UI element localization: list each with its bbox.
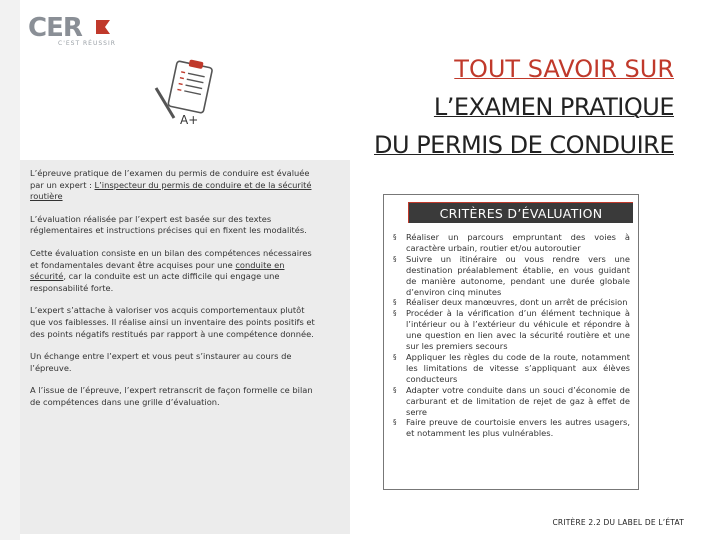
title-line-3: DU PERMIS DE CONDUIRE <box>374 131 674 159</box>
label-reference: CRITÈRE 2.2 DU LABEL DE L’ÉTAT <box>552 518 684 527</box>
criteria-item-text: Adapter votre conduite dans un souci d’économie de carburant et de limitation de rejet de gaz à effet de serre <box>406 384 630 417</box>
criteria-list <box>392 232 630 439</box>
paragraph-valorisation: L’expert s’attache à valoriser vos acquis comportementaux plutôt que vos faiblesses. Il réalise ainsi un inventaire des points positifs et des points négatifs restitués par rapport à une compétence donnée. <box>30 305 315 339</box>
inspector-link: L’inspecteur du permis de conduire et de la sécurité routière <box>30 179 312 202</box>
bullet-icon: § <box>393 254 397 263</box>
logo-flag-icon <box>94 18 114 36</box>
left-margin-strip <box>0 0 20 540</box>
criteria-item-text: Suivre un itinéraire ou vous rendre vers une destination préalablement établie, en vous guidant de manière autonome, pendant une durée globale d’environ cinq minutes <box>406 253 630 297</box>
criteria-item-text: Réaliser deux manœuvres, dont un arrêt de précision <box>406 297 628 308</box>
logo-tagline: C'EST RÉUSSIR <box>58 40 116 47</box>
bullet-icon: § <box>393 309 397 318</box>
paragraph-grid: A l’issue de l’épreuve, l’expert retranscrit de façon formelle ce bilan de compétences dans une grille d’évaluation. <box>30 385 313 407</box>
bullet-icon: § <box>393 352 397 361</box>
bullet-icon: § <box>393 385 397 394</box>
left-info-text <box>30 168 318 420</box>
paragraph-exchange: Un échange entre l’expert et vous peut s’instaurer au cours de l’épreuve. <box>30 351 292 373</box>
criteria-item <box>392 352 630 385</box>
paragraph-competences <box>30 248 318 294</box>
bullet-icon: § <box>393 233 397 241</box>
bullet-icon: § <box>393 418 397 427</box>
safe-driving-link: conduite en sécurité <box>30 259 285 282</box>
paragraph-expert <box>30 168 318 203</box>
criteria-item <box>392 254 630 298</box>
criteria-header: CRITÈRES D’ÉVALUATION <box>408 202 633 223</box>
criteria-item <box>392 232 630 254</box>
clipboard-grade-icon <box>150 58 220 130</box>
criteria-item <box>392 308 630 352</box>
criteria-item-text: Réaliser un parcours empruntant des voies à caractère urbain, routier et/ou autoroutier <box>406 232 630 253</box>
paragraph-competences-text: Cette évaluation consiste en un bilan des compétences nécessaires et fondamentales devant être acquises pour une <box>30 247 312 270</box>
criteria-item-text: Faire preuve de courtoisie envers les autres usagers, et notamment les plus vulnérables. <box>406 417 630 439</box>
paragraph-expert-text: L’épreuve pratique de l’examen du permis de conduire est évaluée par un expert : <box>30 168 310 190</box>
title-line-1: TOUT SAVOIR SUR <box>454 55 674 83</box>
criteria-item <box>392 297 630 308</box>
bullet-icon: § <box>393 298 397 307</box>
title-line-2: L’EXAMEN PRATIQUE <box>433 93 674 121</box>
criteria-item-text: Procéder à la vérification d’un élément technique à l’intérieur ou à l’extérieur du véhicule et répondre à une question en lien avec la sécurité routière et une sur les premiers secours <box>406 308 630 352</box>
page-title <box>374 50 674 164</box>
paragraph-competences-end: , car la conduite est un acte difficile qui engage une responsabilité forte. <box>30 271 280 293</box>
logo-name: CER <box>28 13 82 43</box>
criteria-item-text: Appliquer les règles du code de la route, notamment les limitations de vitesse s’appliquant aux élèves conducteurs <box>406 351 630 384</box>
cer-logo <box>28 14 138 58</box>
criteria-item <box>392 385 630 418</box>
paragraph-evaluation-basis: L’évaluation réalisée par l’expert est basée sur des textes réglementaires et instructions précises qui en fixent les modalités. <box>30 213 307 236</box>
clipboard-grade: A+ <box>180 113 199 127</box>
criteria-item <box>392 417 630 439</box>
